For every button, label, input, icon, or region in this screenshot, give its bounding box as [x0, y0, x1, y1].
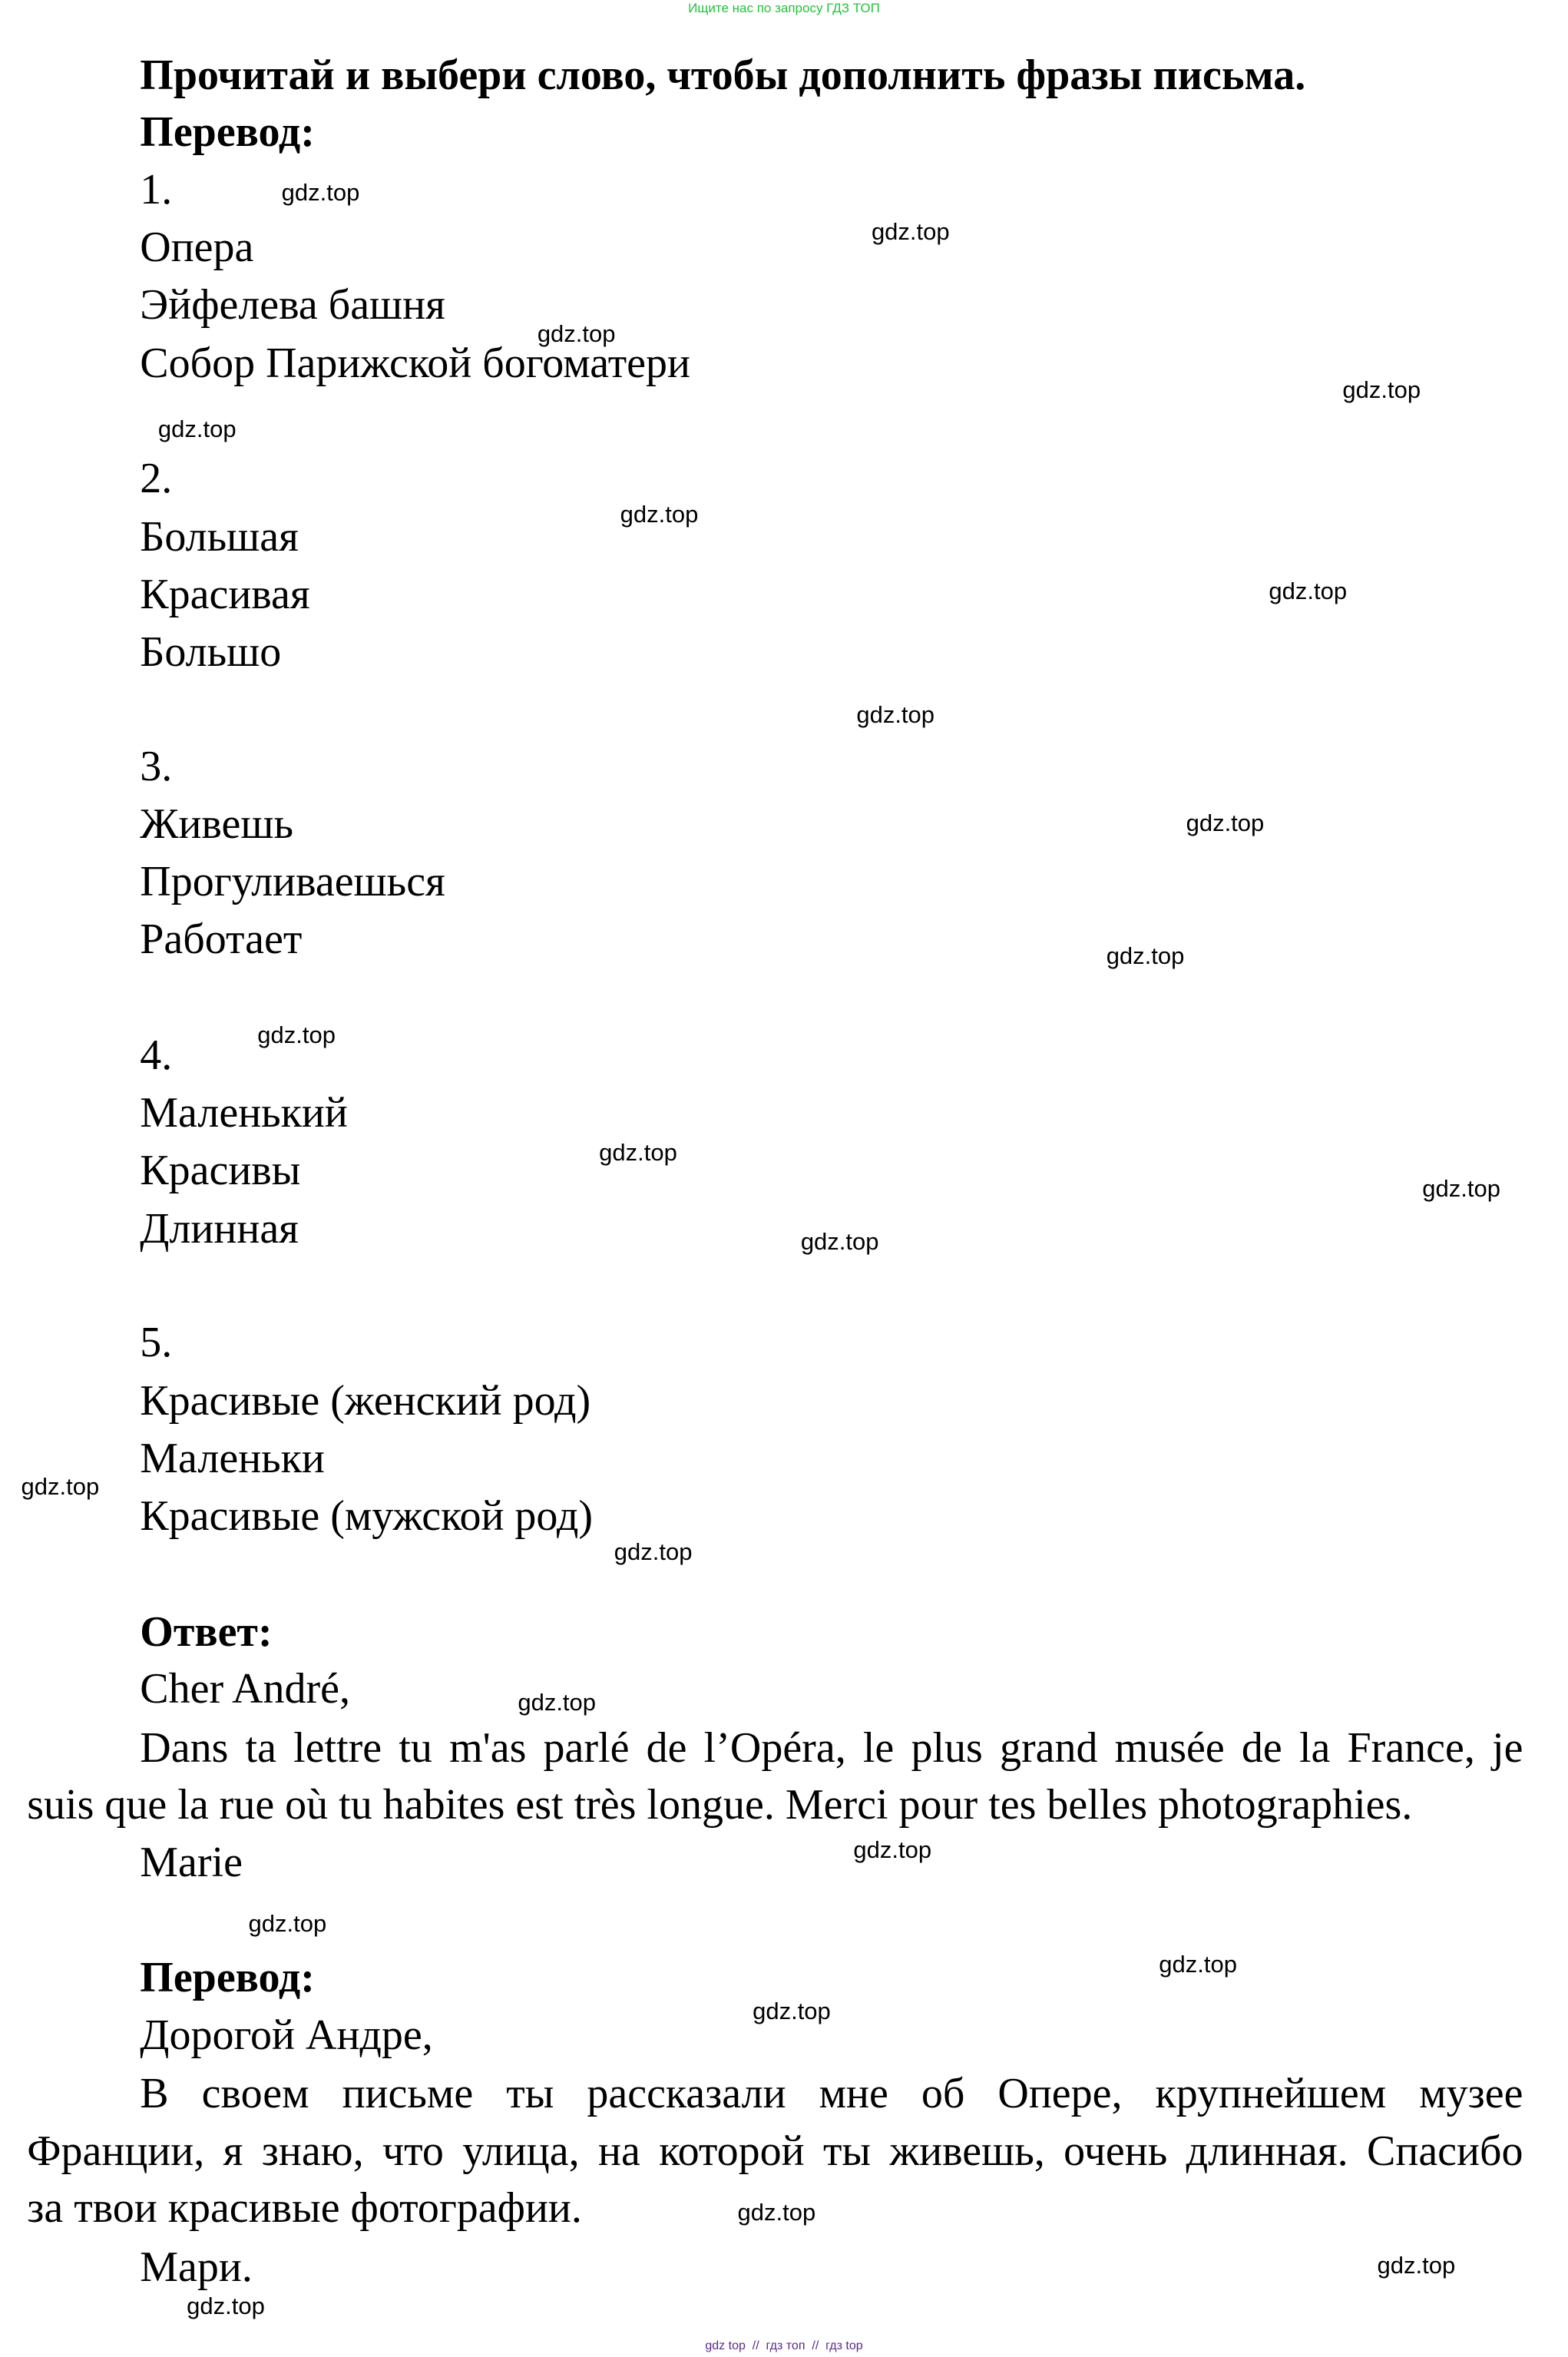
letter-signature: Marie [140, 1838, 243, 1886]
watermark: gdz.top [1269, 578, 1348, 605]
translation-heading: Перевод: [140, 108, 315, 157]
option-item: Красивы [140, 1147, 301, 1195]
watermark: gdz.top [614, 1538, 693, 1565]
group-number: 4. [140, 1031, 173, 1079]
watermark: gdz.top [537, 320, 616, 348]
watermark: gdz.top [281, 178, 360, 206]
watermark: gdz.top [1159, 1950, 1238, 1978]
watermark: gdz.top [753, 1997, 831, 2024]
option-item: Маленький [140, 1089, 348, 1137]
option-item: Живешь [140, 799, 294, 848]
translation-line: за твои красивые фотографии. [27, 2184, 582, 2233]
letter-line: suis que la rue où tu habites est très longue. Merci pour tes belles photographies. [27, 1781, 1413, 1829]
translation-greeting: Дорогой Андре, [140, 2011, 433, 2059]
watermark: gdz.top [599, 1139, 677, 1167]
option-item: Маленьки [140, 1434, 325, 1482]
task-title: Прочитай и выбери слово, чтобы дополнить фразы письма. [140, 51, 1306, 99]
option-item: Опера [140, 223, 254, 272]
watermark: gdz.top [737, 2199, 816, 2226]
letter-line: Dans ta lettre tu m'as parlé de l’Opéra, le plus grand musée de la France, je [140, 1723, 1523, 1772]
watermark: gdz.top [620, 501, 699, 528]
watermark: gdz.top [248, 1909, 327, 1937]
option-item: Прогуливаешься [140, 858, 445, 906]
answer-heading: Ответ: [140, 1607, 273, 1656]
watermark: gdz.top [1186, 809, 1265, 837]
watermark: gdz.top [1422, 1175, 1501, 1203]
watermark: gdz.top [1342, 376, 1421, 403]
header-banner[interactable]: Ищите нас по запросу ГДЗ ТОП [688, 1, 880, 15]
option-item: Работает [140, 915, 303, 964]
watermark: gdz.top [21, 1473, 100, 1501]
option-item: Эйфелева башня [140, 281, 445, 329]
option-item: Красивые (женский род) [140, 1376, 591, 1425]
group-number: 5. [140, 1319, 173, 1367]
option-item: Собор Парижской богоматери [140, 339, 690, 387]
group-number: 1. [140, 165, 173, 214]
translation-answer-heading: Перевод: [140, 1954, 315, 2002]
watermark: gdz.top [157, 415, 237, 442]
option-item: Длинная [140, 1204, 299, 1253]
watermark: gdz.top [257, 1021, 336, 1049]
option-item: Красивые (мужской род) [140, 1492, 593, 1541]
group-number: 3. [140, 742, 173, 790]
watermark: gdz.top [853, 1836, 932, 1863]
watermark: gdz.top [856, 701, 935, 728]
watermark: gdz.top [1377, 2251, 1456, 2279]
letter-greeting: Cher André, [140, 1665, 350, 1713]
option-item: Большо [140, 628, 282, 677]
watermark: gdz.top [800, 1228, 879, 1255]
translation-line: Франции, я знаю, что улица, на которой ты живешь, очень длинная. Спасибо [27, 2127, 1523, 2175]
watermark: gdz.top [518, 1688, 597, 1716]
group-number: 2. [140, 455, 173, 503]
option-item: Красивая [140, 570, 310, 618]
watermark: gdz.top [187, 2292, 265, 2319]
watermark: gdz.top [871, 217, 950, 245]
option-item: Большая [140, 512, 299, 561]
footer-banner[interactable]: gdz top // гдз топ // гдз top [705, 2339, 863, 2352]
watermark: gdz.top [1106, 942, 1185, 969]
translation-signature: Мари. [140, 2243, 253, 2291]
translation-line: В своем письме ты рассказали мне об Опере, крупнейшем музее [140, 2070, 1523, 2118]
